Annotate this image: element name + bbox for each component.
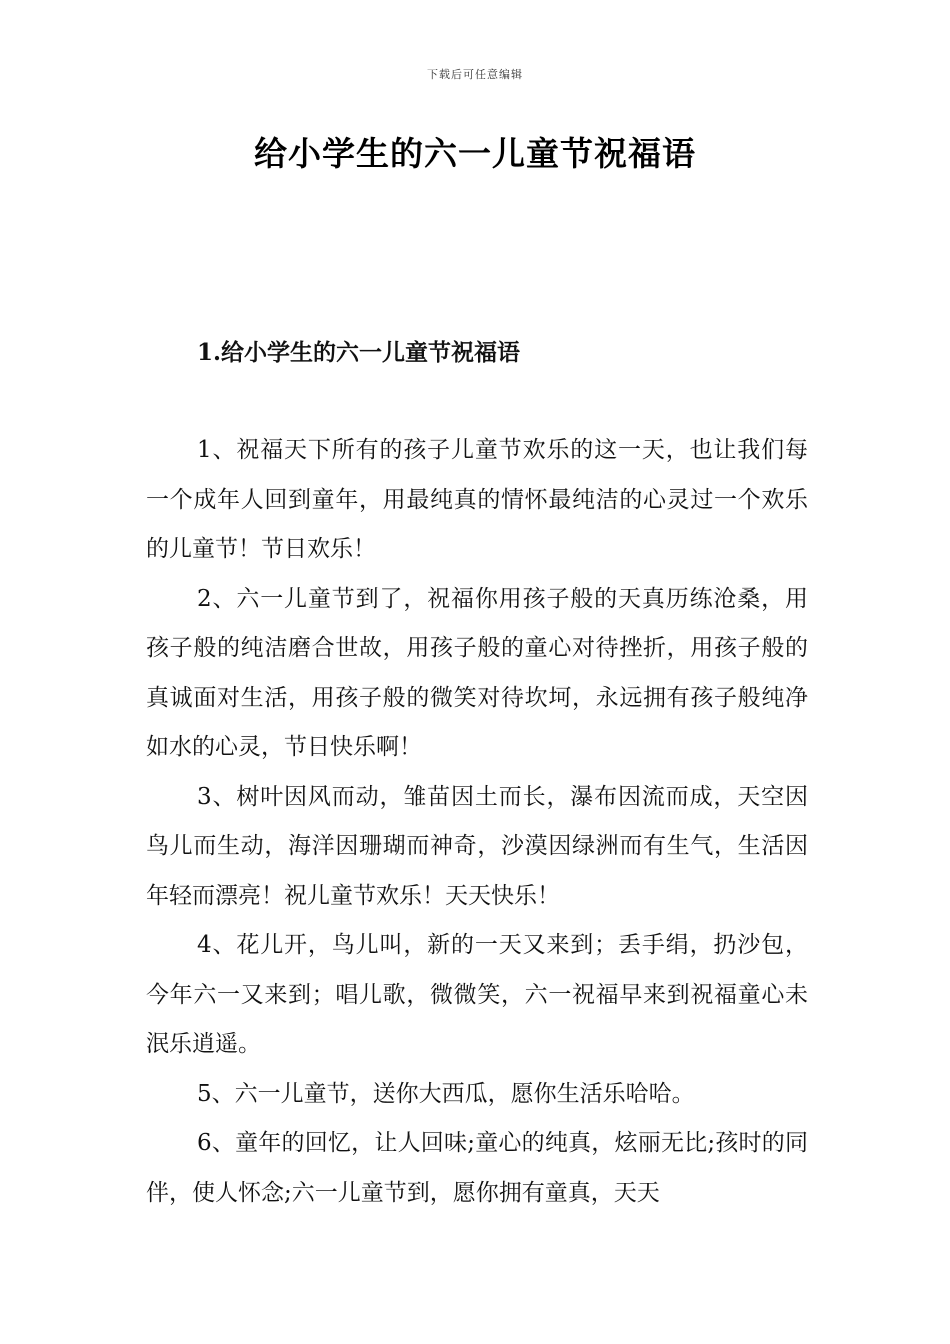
paragraph-1: 1、祝福天下所有的孩子儿童节欢乐的这一天，也让我们每一个成年人回到童年，用最纯真的情怀最纯洁的心灵过一个欢乐的儿童节！节日欢乐！: [146, 437, 808, 562]
paragraph-2: 2、六一儿童节到了，祝福你用孩子般的天真历练沧桑，用孩子般的纯洁磨合世故，用孩子般的童心对待挫折，用孩子般的真诚面对生活，用孩子般的微笑对待坎坷，永远拥有孩子般纯净如水的心灵，节日快乐啊！: [146, 585, 808, 760]
paragraph-3: 3、树叶因风而动，雏苗因土而长，瀑布因流而成，天空因鸟儿而生动，海洋因珊瑚而神奇，沙漠因绿洲而有生气，生活因年轻而漂亮！祝儿童节欢乐！天天快乐！: [146, 783, 808, 909]
paragraph-4: 4、花儿开，鸟儿叫，新的一天又来到；丢手绢，扔沙包，今年六一又来到；唱儿歌，微微笑，六一祝福早来到祝福童心未泯乐逍遥。: [146, 932, 808, 1057]
paragraph-6: 6、童年的回忆，让人回味;童心的纯真，炫丽无比;孩时的同伴，使人怀念;六一儿童节到，愿你拥有童真，天天: [146, 1130, 808, 1206]
section-heading: 1.给小学生的六一儿童节祝福语: [197, 339, 521, 366]
header-note: 下载后可任意编辑: [427, 68, 523, 81]
paragraph-5: 5、六一儿童节，送你大西瓜，愿你生活乐哈哈。: [197, 1080, 695, 1107]
document-body: [146, 426, 808, 1218]
document-title: 给小学生的六一儿童节祝福语: [254, 134, 696, 173]
